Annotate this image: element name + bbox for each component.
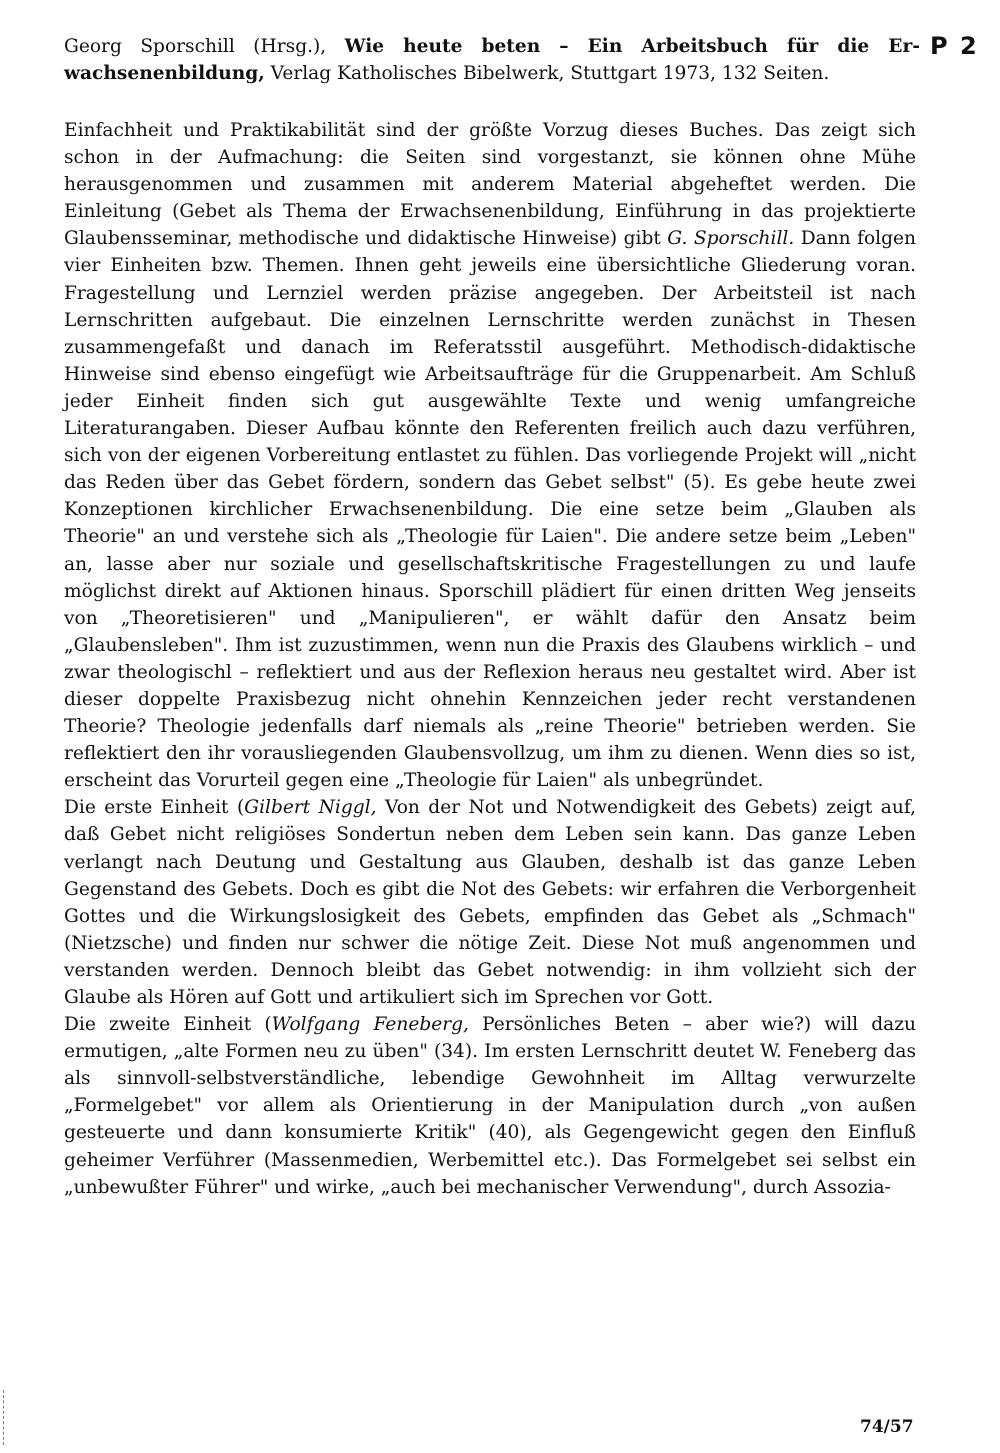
- author-name: Wolfgang Feneberg,: [271, 1014, 469, 1036]
- page-number: 74/57: [860, 1417, 914, 1437]
- paragraph: Die zweite Einheit (Wolfgang Feneberg, Persönliches Beten – aber wie?) will dazu ermutigen, „alte Formen neu zu üben" (34). Im ersten Lernschritt deutet W. Feneberg das als sinnvoll-selbstverständliche, lebendige Gewohnheit im Alltag verwurzelte „Formelgebet" vor allem als Orientierung in der Manipulation durch „von außen gesteuerte und dann konsumierte Kritik" (40), als Gegengewicht gegen den Einfluß geheimer Verführer (Massenmedien, Werbemittel etc.). Das Formelgebet sei selbst ein „unbewußter Führer" und wirke, „auch bei mechanischer Verwendung", durch Assozia-: [64, 1014, 916, 1198]
- paragraph: Einfachheit und Praktikabilität sind der größte Vorzug dieses Buches. Das zeigt sich schon in der Aufmachung: die Seiten sind vorgestanzt, sie können ohne Mühe herausgenommen und zusammen mit anderem Material abgeheftet werden. Die Einleitung (Gebet als Thema der Erwachsenenbildung, Einführung in das projektierte Glaubensseminar, methodische und didaktische Hinweise) gibt G. Sporschill. Dann folgen vier Einheiten bzw. Themen. Ihnen geht jeweils eine übersichtliche Gliederung voran. Fragestellung und Lernziel werden präzise angegeben. Der Arbeitsteil ist nach Lernschritten aufgebaut. Die einzelnen Lernschritte werden zunächst in Thesen zusammengefaßt und danach im Referatsstil ausgeführt. Methodisch-didaktische Hinweise sind ebenso eingefügt wie Arbeitsaufträge für die Gruppenarbeit. Am Schluß jeder Einheit finden sich gut ausgewählte Texte und wenig umfangreiche Literaturangaben. Dieser Aufbau könnte den Referenten freilich auch dazu verführen, sich von der eigenen Vorbereitung entlastet zu fühlen. Das vorliegende Projekt will „nicht das Reden über das Gebet fördern, sondern das Gebet selbst" (5). Es gebe heute zwei Konzeptionen kirchlicher Erwachsenenbildung. Die eine setze beim „Glauben als Theorie" an und verstehe sich als „Theologie für Laien". Die andere setze beim „Leben" an, lasse aber nur soziale und gesellschaftskritische Fragestellungen zu und laufe möglichst direkt auf Aktionen hinaus. Sporschill plädiert für einen dritten Weg jenseits von „Theoretisieren" und „Manipulieren", er wählt dafür den Ansatz beim „Glaubensleben". Ihm ist zuzustimmen, wenn nun die Praxis des Glaubens wirklich – und zwar theologischl – reflektiert und aus der Reflexion heraus neu gestaltet wird. Aber ist dieser doppelte Praxisbezug nicht ohnehin Kennzeichen jeder recht verstandenen Theorie? Theologie jedenfalls darf niemals als „reine Theorie" betrieben werden. Sie reflektiert den ihr vorausliegenden Glaubensvollzug, um ihm zu dienen. Wenn dies so ist, erscheint das Vorurteil gegen eine „Theologie für Laien" als unbegründet.: [64, 120, 916, 792]
- section-mark: P 2: [930, 32, 979, 60]
- book-publisher: Verlag Katholisches Bibelwerk, Stuttgart 1973, 132 Seiten.: [270, 63, 830, 84]
- book-title: Wie heute beten – Ein Arbeitsbuch für die Er- wachsenenbildung,: [64, 36, 920, 84]
- margin-mark: [3, 1390, 5, 1445]
- paragraph: Die erste Einheit (Gilbert Niggl, Von der Not und Notwendigkeit des Gebets) zeigt auf, daß Gebet nicht religiöses Sondertun neben dem Leben sein kann. Das ganze Leben verlangt nach Deutung und Gestaltung aus Glauben, deshalb ist das ganze Leben Gegenstand des Gebets. Doch es gibt die Not des Gebets: wir erfahren die Verborgenheit Gottes und die Wirkungslosigkeit des Gebets, empfinden das Gebet als „Schmach" (Nietzsche) und finden nur schwer die nötige Zeit. Diese Not muß angenommen und verstanden werden. Dennoch bleibt das Gebet notwendig: in ihm vollzieht sich der Glaube als Hören auf Gott und artikuliert sich im Sprechen vor Gott.: [64, 797, 916, 1008]
- review-body: [64, 117, 916, 1201]
- bibliographic-header: [64, 33, 920, 87]
- author-name: Gilbert Niggl,: [244, 797, 377, 819]
- author-name: G. Sporschill.: [667, 228, 795, 250]
- book-author: Georg Sporschill (Hrsg.),: [64, 36, 327, 57]
